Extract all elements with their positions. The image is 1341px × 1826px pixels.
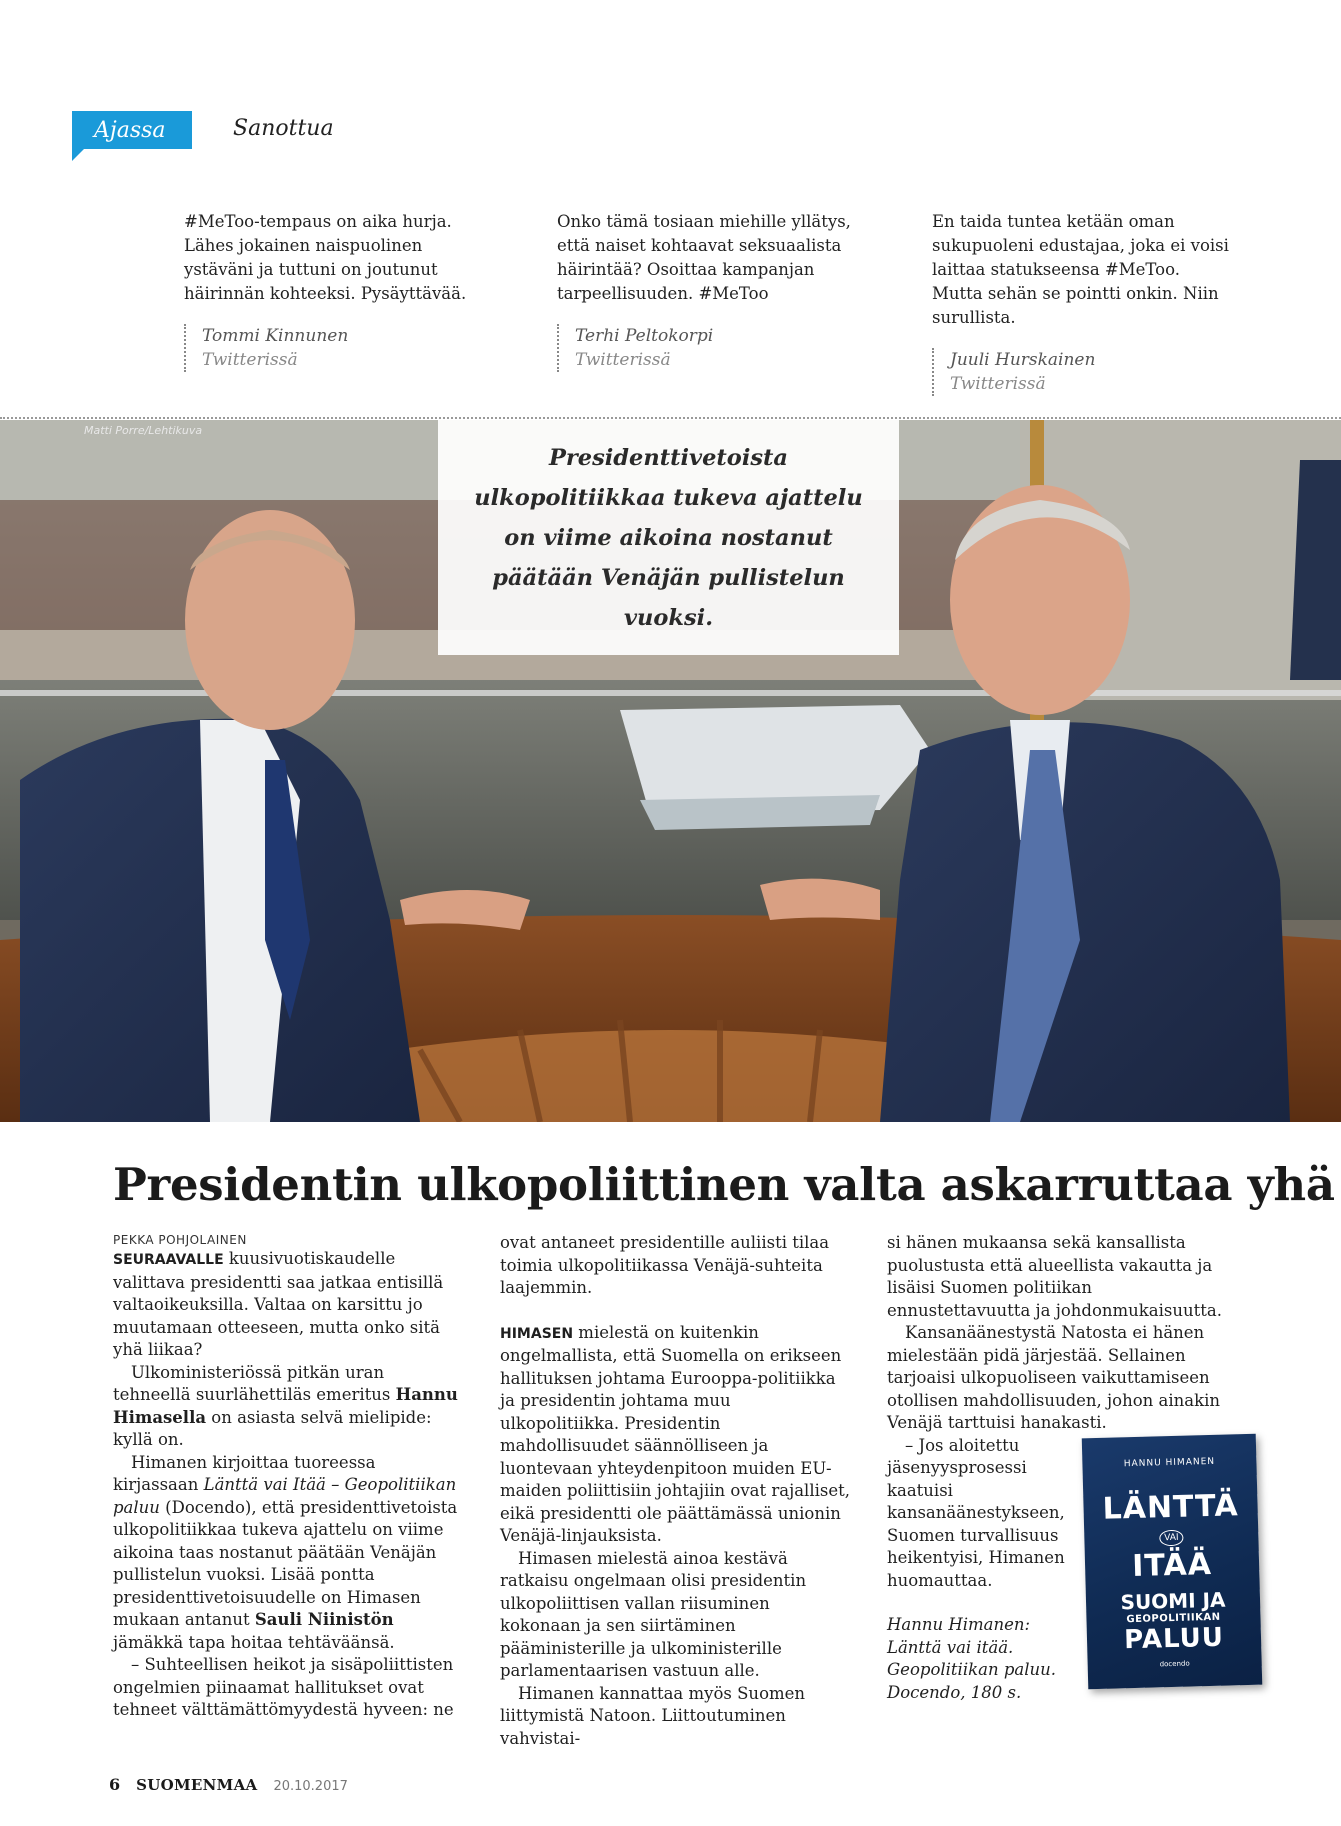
spacer [500, 1300, 850, 1322]
text: Himanen kirjoittaa tuoreessa kirjassaan [113, 1452, 376, 1494]
quote-where: Twitterissä [202, 350, 298, 370]
text: (Docendo), että presidenttivetoista ulkopolitiikkaa tukeva ajattelu on viime aikoina taas nostanut päätään Venäjän pullistelun vuoksi. Lisää pontta presidenttivetoisuudelle on Himasen mukaan antanut [113, 1497, 458, 1629]
text: jämäkkä tapa hoitaa tehtäväänsä. [113, 1632, 395, 1652]
pull-quote [438, 420, 899, 655]
quote-source [184, 324, 484, 372]
book-title: Länttä vai Itää – Geopolitiikan paluu [113, 1475, 457, 1517]
text: mielestä on kuitenkin ongelmallista, että Suomella on erikseen hallituksen johtama Eurooppa-politiikka ja presidentin johtama muu ulkopolitiikka. Presidentin mahdollisuudet säännölliseen ja luontevaan yhteydenpitoon muiden EU-maiden poliittisiin johtajiin ovat rajalliset, eikä presidentti ole päättämässä unionin Venäjä-linjauksista. [500, 1322, 850, 1545]
paragraph: Kansanäänestystä Natosta ei hänen mielestään pidä järjestää. Sellainen tarjoaisi ulkopuoliseen vaikuttamiseen otollisen mahdollisuuden, johon ainakin Venäjä tarttuisi hanakasti. [887, 1323, 1220, 1432]
book-author: HANNU HIMANEN [1123, 1456, 1216, 1470]
person-name: Sauli Niinistön [254, 1610, 394, 1629]
section-divider [0, 417, 1341, 419]
quote-text: Onko tämä tosiaan miehille yllätys, että naiset kohtaavat seksuaalista häirintää? Osoittaa kampanjan tarpeellisuuden. #MeToo [557, 212, 851, 303]
text: on asiasta selvä mielipide: kyllä on. [113, 1407, 432, 1449]
book-title-1: LÄNTTÄ [1102, 1488, 1239, 1527]
section-tab-label: Ajassa [94, 117, 166, 143]
paragraph [113, 1248, 463, 1362]
book-subtitle-1: SUOMI JA [1120, 1587, 1226, 1615]
book-cover [1082, 1434, 1263, 1689]
quote-2 [557, 210, 857, 372]
book-title-2: ITÄÄ [1131, 1546, 1213, 1585]
paragraph: Himasen mielestä ainoa kestävä ratkaisu ongelmaan olisi presidentin ulkopoliittisen vallan riisuminen kokonaan ja sen siirtäminen pääministerille ja ulkoministerille parlamentaarisen vastuun alle. [500, 1548, 807, 1680]
lead-word: SEURAAVALLE [113, 1252, 224, 1268]
section-subtitle: Sanottua [233, 116, 334, 141]
quote-where: Twitterissä [950, 374, 1046, 394]
paragraph [500, 1322, 850, 1548]
text: Ulkoministeriössä pitkän uran tehneellä suurlähettiläs emeritus [113, 1362, 396, 1404]
quote-source [932, 348, 1232, 396]
quote-author: Tommi Kinnunen [202, 326, 349, 346]
section-tab [72, 111, 192, 149]
quote-where: Twitterissä [575, 350, 671, 370]
paragraph [113, 1452, 463, 1655]
book-subtitle-3: PALUU [1123, 1622, 1225, 1656]
issue-date: 20.10.2017 [273, 1779, 348, 1794]
quote-source [557, 324, 857, 372]
quote-1 [184, 210, 484, 372]
quote-author: Juuli Hurskainen [950, 350, 1096, 370]
quote-author: Terhi Peltokorpi [575, 326, 714, 346]
lead-word: HIMASEN [500, 1325, 574, 1342]
paragraph: – Suhteellisen heikot ja sisäpoliittisten ongelmien piinaamat hallitukset ovat tehneet välttämättömyydestä hyveen: ne [113, 1655, 454, 1719]
page-footer [109, 1775, 348, 1794]
quote-text: #MeToo-tempaus on aika hurja. Lähes jokainen naispuolinen ystäväni ja tuttuni on joutunut häirinnän kohteeksi. Pysäyttävää. [184, 212, 467, 303]
paragraph [113, 1362, 463, 1452]
paragraph: – Jos aloitettu jäsenyysprosessi kaatuisi kansanäänestykseen, Suomen turvallisuus heikentyisi, Himanen huomauttaa. [887, 1435, 1065, 1590]
person-name: Hannu Himasella [113, 1385, 458, 1427]
article-column-1 [113, 1232, 463, 1722]
article-headline: Presidentin ulkopoliittinen valta askarruttaa yhä [113, 1158, 1335, 1211]
book-reference: Hannu Himanen: Länttä vai itää. Geopolitiikan paluu. Docendo, 180 s. [887, 1615, 1056, 1702]
text: kuusivuotiskaudelle valittava presidentti saa jatkaa entisillä valtaoikeuksilla. Valtaa on karsittu jo muutamaan otteeseen, mutta onko sitä yhä liikaa? [113, 1249, 444, 1359]
book-subtitle-2: GEOPOLITIIKAN [1126, 1611, 1221, 1626]
paragraph: si hänen mukaansa sekä kansallista puolustusta että alueellista vakautta ja lisäisi Suomen politiikan ennustettavuutta ja johdonmukaisuutta. [887, 1233, 1222, 1320]
paragraph: ovat antaneet presidentille auliisti tilaa toimia ulkopolitiikassa Venäjä-suhteita laajemmin. [500, 1233, 830, 1297]
book-publisher: docendo [1159, 1659, 1190, 1669]
quote-text: En taida tuntea ketään oman sukupuoleni edustajaa, joka ei voisi laittaa statukseensa #MeToo. Mutta sehän se pointti onkin. Niin surullista. [932, 212, 1229, 327]
photo-credit: Matti Porre/Lehtikuva [84, 424, 203, 437]
article-column-2 [500, 1232, 850, 1750]
page-number: 6 [109, 1775, 121, 1794]
paragraph: Himanen kannattaa myös Suomen liittymistä Natoon. Liittoutuminen vahvistai- [500, 1683, 806, 1748]
book-vai: VAI [1159, 1530, 1184, 1547]
pull-quote-text: Presidenttivetoista ulkopolitiikkaa tukeva ajattelu on viime aikoina nostanut päätään Venäjän pullistelun vuoksi. [474, 444, 863, 631]
byline: PEKKA POHJOLAINEN [113, 1233, 247, 1247]
quote-3 [932, 210, 1232, 396]
magazine-name: SUOMENMAA [136, 1776, 258, 1794]
